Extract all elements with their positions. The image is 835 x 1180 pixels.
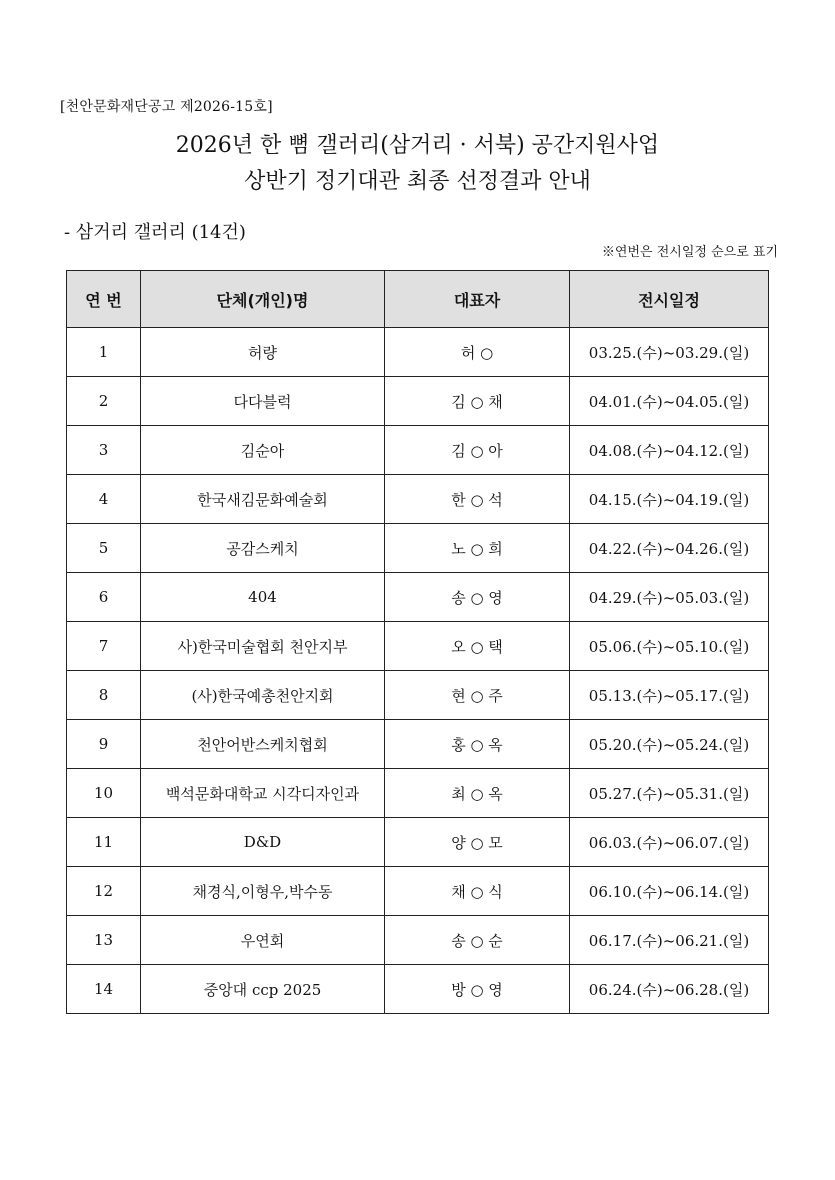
row-schedule: 06.10.(수)~06.14.(일) — [570, 867, 769, 916]
row-schedule: 04.15.(수)~04.19.(일) — [570, 475, 769, 524]
row-number: 3 — [67, 426, 141, 475]
table-row — [67, 769, 769, 818]
row-schedule: 04.01.(수)~04.05.(일) — [570, 377, 769, 426]
table-row — [67, 916, 769, 965]
row-number: 6 — [67, 573, 141, 622]
selection-table — [66, 270, 769, 1014]
header-name: 단체(개인)명 — [141, 271, 385, 328]
row-number: 10 — [67, 769, 141, 818]
row-representative: 오 ○ 택 — [385, 622, 570, 671]
header-representative: 대표자 — [385, 271, 570, 328]
row-group-name: 다다블럭 — [141, 377, 385, 426]
row-representative: 허 ○ — [385, 328, 570, 377]
row-number: 13 — [67, 916, 141, 965]
row-representative: 현 ○ 주 — [385, 671, 570, 720]
table-row — [67, 622, 769, 671]
section-heading: - 삼거리 갤러리 (14건) — [64, 222, 246, 243]
row-group-name: 한국새김문화예술회 — [141, 475, 385, 524]
row-group-name: 사)한국미술협회 천안지부 — [141, 622, 385, 671]
row-representative: 양 ○ 모 — [385, 818, 570, 867]
table-row — [67, 720, 769, 769]
row-group-name: 우연회 — [141, 916, 385, 965]
table-row — [67, 524, 769, 573]
row-representative: 송 ○ 영 — [385, 573, 570, 622]
row-number: 4 — [67, 475, 141, 524]
row-number: 9 — [67, 720, 141, 769]
table-row — [67, 426, 769, 475]
table-row — [67, 377, 769, 426]
row-group-name: (사)한국예총천안지회 — [141, 671, 385, 720]
table-row — [67, 818, 769, 867]
row-group-name: 중앙대 ccp 2025 — [141, 965, 385, 1014]
row-representative: 노 ○ 희 — [385, 524, 570, 573]
header-schedule: 전시일정 — [570, 271, 769, 328]
row-schedule: 04.08.(수)~04.12.(일) — [570, 426, 769, 475]
row-number: 11 — [67, 818, 141, 867]
row-schedule: 06.24.(수)~06.28.(일) — [570, 965, 769, 1014]
row-group-name: 공감스케치 — [141, 524, 385, 573]
row-representative: 홍 ○ 옥 — [385, 720, 570, 769]
row-schedule: 05.06.(수)~05.10.(일) — [570, 622, 769, 671]
row-group-name: 천안어반스케치협회 — [141, 720, 385, 769]
row-schedule: 06.17.(수)~06.21.(일) — [570, 916, 769, 965]
row-number: 5 — [67, 524, 141, 573]
document-subtitle: 상반기 정기대관 최종 선정결과 안내 — [244, 169, 591, 194]
row-schedule: 04.22.(수)~04.26.(일) — [570, 524, 769, 573]
row-group-name: 백석문화대학교 시각디자인과 — [141, 769, 385, 818]
sort-note: ※연번은 전시일정 순으로 표기 — [601, 245, 778, 260]
row-number: 8 — [67, 671, 141, 720]
row-number: 1 — [67, 328, 141, 377]
row-number: 12 — [67, 867, 141, 916]
notice-number: [천안문화재단공고 제2026-15호] — [60, 99, 273, 115]
row-representative: 한 ○ 석 — [385, 475, 570, 524]
row-representative: 김 ○ 아 — [385, 426, 570, 475]
row-representative: 채 ○ 식 — [385, 867, 570, 916]
row-number: 14 — [67, 965, 141, 1014]
row-schedule: 05.20.(수)~05.24.(일) — [570, 720, 769, 769]
row-representative: 최 ○ 옥 — [385, 769, 570, 818]
row-schedule: 03.25.(수)~03.29.(일) — [570, 328, 769, 377]
table-row — [67, 475, 769, 524]
row-group-name: 채경식,이형우,박수동 — [141, 867, 385, 916]
row-group-name: 김순아 — [141, 426, 385, 475]
table-row — [67, 867, 769, 916]
table-row — [67, 328, 769, 377]
row-representative: 송 ○ 순 — [385, 916, 570, 965]
table-row — [67, 573, 769, 622]
row-schedule: 05.27.(수)~05.31.(일) — [570, 769, 769, 818]
table-row — [67, 965, 769, 1014]
table-header-row — [67, 271, 769, 328]
row-representative: 방 ○ 영 — [385, 965, 570, 1014]
row-schedule: 05.13.(수)~05.17.(일) — [570, 671, 769, 720]
row-number: 7 — [67, 622, 141, 671]
table-row — [67, 671, 769, 720]
table-body — [67, 328, 769, 1014]
row-schedule: 06.03.(수)~06.07.(일) — [570, 818, 769, 867]
row-group-name: 허량 — [141, 328, 385, 377]
row-number: 2 — [67, 377, 141, 426]
row-group-name: 404 — [141, 573, 385, 622]
document-title: 2026년 한 뼘 갤러리(삼거리 · 서북) 공간지원사업 — [175, 133, 660, 158]
row-group-name: D&D — [141, 818, 385, 867]
row-schedule: 04.29.(수)~05.03.(일) — [570, 573, 769, 622]
row-representative: 김 ○ 채 — [385, 377, 570, 426]
header-no: 연 번 — [67, 271, 141, 328]
